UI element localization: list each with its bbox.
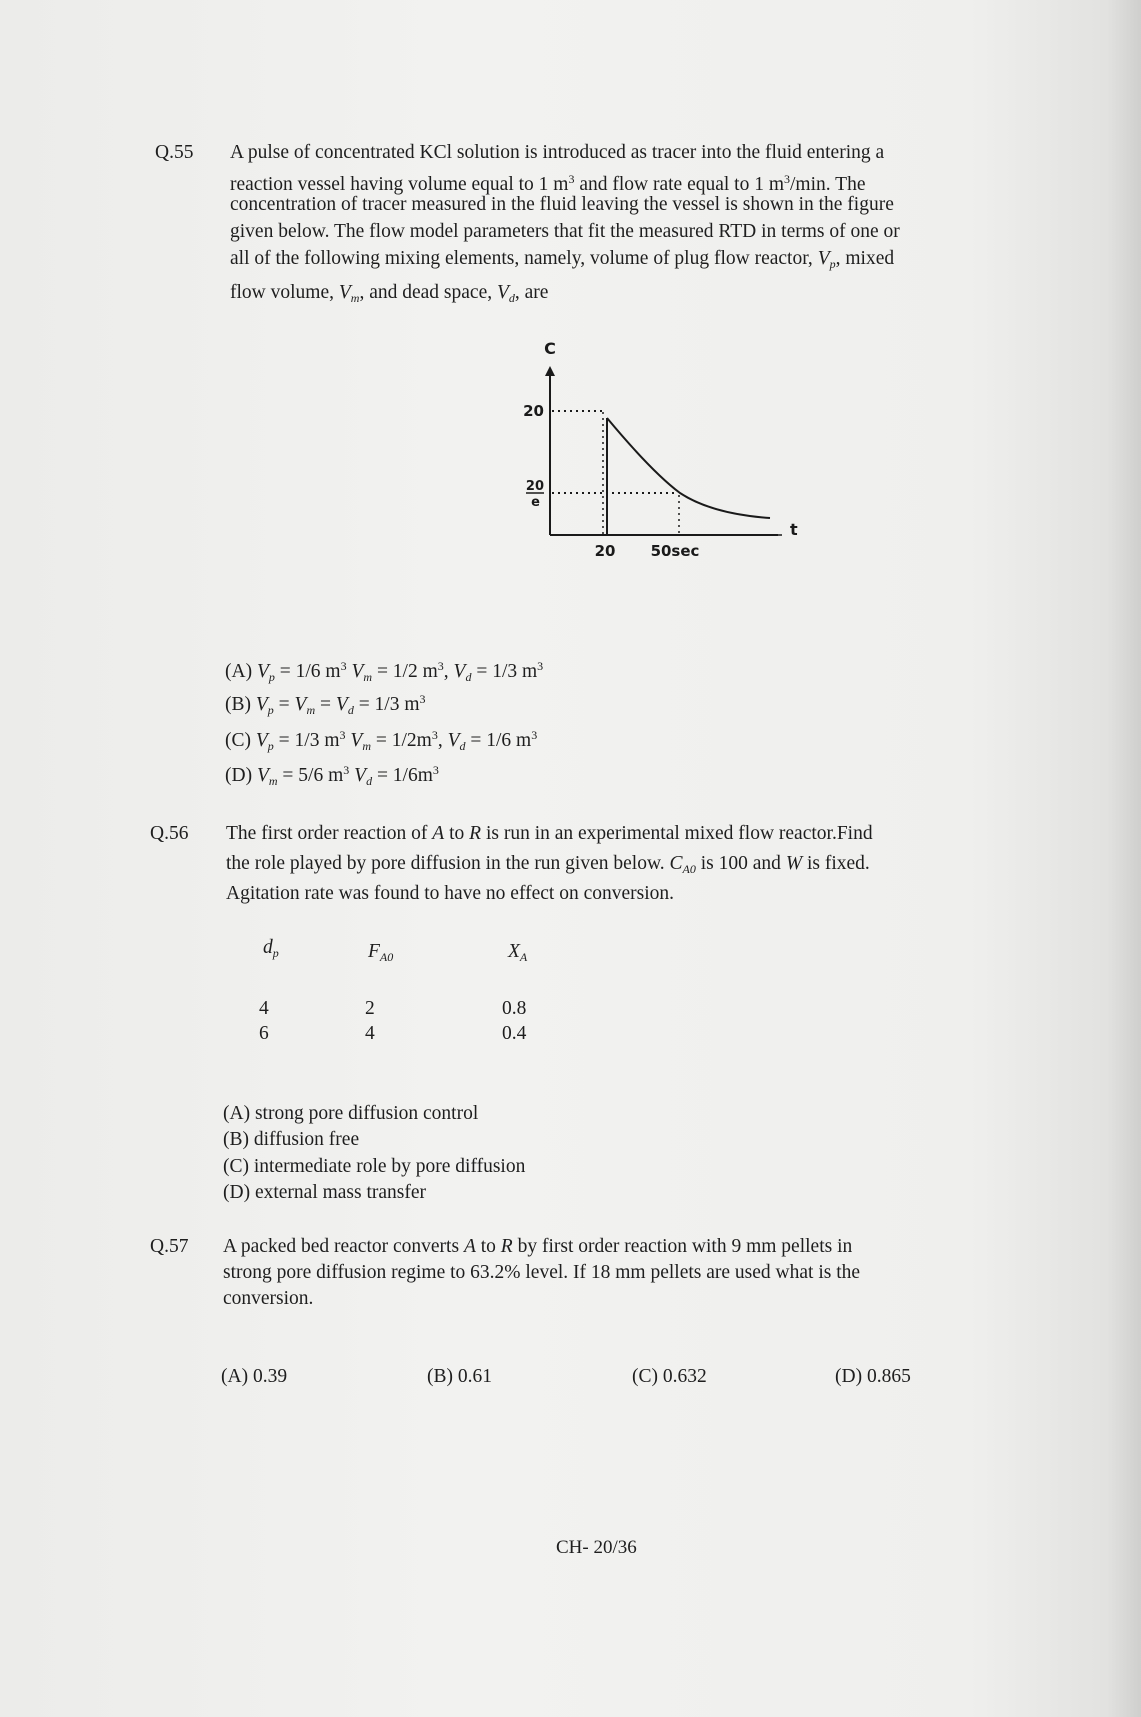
question-text-line: A packed bed reactor converts A to R by first order reaction with 9 mm pellets in [223,1236,853,1257]
option-b: (B) diffusion free [223,1129,360,1150]
rtd-figure [500,330,810,560]
decay-curve [607,418,770,518]
x-tick-20: 20 [594,542,616,560]
question-text-line: The first order reaction of A to R is run in an experimental mixed flow reactor.Find [226,823,873,844]
page-footer: CH- 20/36 [556,1537,637,1558]
question-number: Q.55 [155,142,194,163]
y-tick-top: 20 [523,402,544,420]
question-text-line: flow volume, $V_m$, and dead space, $V_d$, are [230,282,549,305]
table-cell: 4 [365,1023,375,1044]
table-cell: 4 [259,998,269,1019]
question-number: Q.57 [150,1236,189,1257]
question-text-line: all of the following mixing elements, namely, volume of plug flow reactor, $V_p$, mixed [230,248,895,271]
option-b: (B) 0.61 [427,1366,492,1387]
question-text-line: reaction vessel having volume equal to 1 $m^3$ and flow rate equal to 1 $m^3/\min$. The [230,172,866,195]
option-d: (D) 0.865 [835,1366,911,1387]
option-c: (C) $V_p = 1/3$ $m^3$ $V_m = 1/2m^3$, $V_d = 1/6$ $m^3$ [225,728,538,753]
table-cell: 6 [259,1023,269,1044]
y-axis-label: C [544,339,556,358]
y-axis-arrow [545,366,555,376]
question-text-line: A pulse of concentrated KCl solution is introduced as tracer into the fluid entering a [230,142,885,163]
question-text-line: concentration of tracer measured in the fluid leaving the vessel is shown in the figure [230,194,894,215]
x-tick-50sec: 50sec [650,542,700,560]
option-c: (C) intermediate role by pore diffusion [223,1156,526,1177]
question-text-line: Agitation rate was found to have no effect on conversion. [226,883,675,904]
question-text-line: the role played by pore diffusion in the run given below. $C_{A0}$ is 100 and W is fixed. [226,853,870,876]
table-cell: 0.4 [502,1023,527,1044]
option-d: (D) external mass transfer [223,1182,427,1203]
question-text-line: strong pore diffusion regime to 63.2% level. If 18 mm pellets are used what is the [223,1262,861,1283]
question-text-line: conversion. [223,1288,314,1309]
question-number: Q.56 [150,823,189,844]
table-header-fa0: $F_{A0}$ [368,941,394,964]
table-header-xa: $X_A$ [508,941,528,964]
table-header-dp: $d_p$ [263,937,279,960]
option-c: (C) 0.632 [632,1366,707,1387]
option-a: (A) 0.39 [221,1366,288,1387]
option-b: (B) $V_p = V_m = V_d = 1/3$ $m^3$ [225,692,426,717]
table-cell: 0.8 [502,998,527,1019]
y-tick-frac-numerator: 20 [525,479,544,494]
x-axis-label: t [790,520,798,539]
option-d: (D) $V_m = 5/6$ $m^3$ $V_d = 1/6m^3$ [225,763,439,788]
table-cell: 2 [365,998,375,1019]
y-tick-frac-denominator: e [531,495,540,510]
option-a: (A) $V_p = 1/6$ $m^3$ $V_m = 1/2$ $m^3$, $V_d = 1/3$ $m^3$ [225,659,544,684]
question-text-line: given below. The flow model parameters that fit the measured RTD in terms of one or [230,221,900,242]
option-a: (A) strong pore diffusion control [223,1103,479,1124]
